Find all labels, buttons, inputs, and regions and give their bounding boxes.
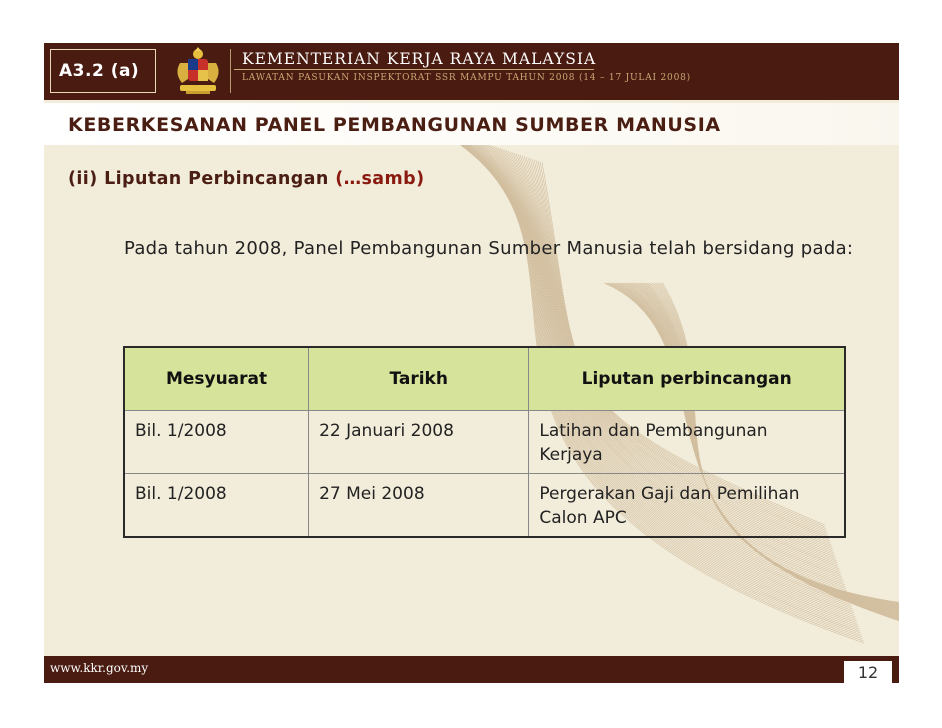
footer-bar: [44, 656, 899, 683]
section-code: A3.2 (a): [50, 49, 156, 93]
cell-tarikh: 22 Januari 2008: [309, 411, 529, 474]
cell-mesyuarat: Bil. 1/2008: [124, 474, 309, 538]
website-url: www.kkr.gov.my: [50, 661, 149, 675]
column-header-mesyuarat: Mesyuarat: [124, 347, 309, 411]
column-header-tarikh: Tarikh: [309, 347, 529, 411]
cell-liputan: Latihan dan Pembangunan Kerjaya: [529, 411, 845, 474]
table-row: [124, 474, 845, 538]
ministry-name: KEMENTERIAN KERJA RAYA MALAYSIA: [242, 50, 597, 68]
header-divider: [230, 49, 231, 93]
intro-paragraph: Pada tahun 2008, Panel Pembangunan Sumber Manusia telah bersidang pada:: [124, 238, 854, 259]
cell-mesyuarat: Bil. 1/2008: [124, 411, 309, 474]
meetings-table: [123, 346, 846, 538]
coat-of-arms-icon: [162, 45, 234, 97]
header-rule: [234, 69, 594, 70]
page-number: 12: [844, 661, 892, 683]
section-subtitle: [68, 169, 424, 189]
cell-liputan: Pergerakan Gaji dan Pemilihan Calon APC: [529, 474, 845, 538]
subtitle-main: (ii) Liputan Perbincangan: [68, 169, 336, 189]
page-title: KEBERKESANAN PANEL PEMBANGUNAN SUMBER MANUSIA: [68, 114, 721, 136]
slide: [44, 43, 899, 683]
column-header-liputan: Liputan perbincangan: [529, 347, 845, 411]
table-header-row: [124, 347, 845, 411]
header-bar: [44, 43, 899, 100]
visit-subtitle: LAWATAN PASUKAN INSPEKTORAT SSR MAMPU TAHUN 2008 (14 – 17 JULAI 2008): [242, 73, 691, 83]
cell-tarikh: 27 Mei 2008: [309, 474, 529, 538]
table-row: [124, 411, 845, 474]
subtitle-continuation: (…samb): [335, 169, 425, 189]
